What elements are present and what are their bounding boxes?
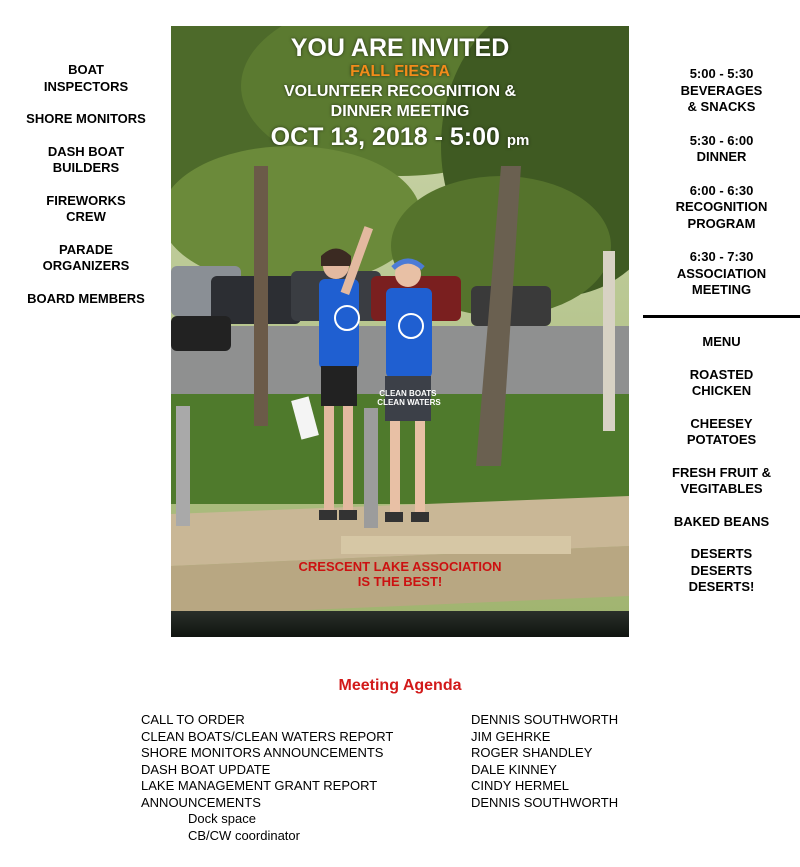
shirt-text	[377, 389, 441, 407]
event-photo	[171, 26, 629, 637]
agenda-subitem: Dock space	[188, 811, 256, 826]
agenda-presenters	[471, 712, 618, 811]
menu-item: FRESH FRUIT & VEGITABLES	[672, 464, 771, 496]
section-divider	[643, 315, 800, 318]
agenda-presenter: ROGER SHANDLEY	[471, 745, 593, 760]
menu-item: BAKED BEANS	[673, 513, 770, 529]
agenda-presenter: DENNIS SOUTHWORTH	[471, 712, 619, 727]
volunteer-group: DASH BOAT BUILDERS	[47, 143, 125, 175]
invitation-title: YOU ARE INVITED	[290, 34, 510, 62]
menu-item: CHEESEY POTATOES	[686, 415, 757, 447]
schedule-item: 6:00 - 6:30 RECOGNITION PROGRAM	[675, 182, 768, 231]
agenda-item: SHORE MONITORS ANNOUNCEMENTS	[141, 745, 384, 760]
agenda-title: Meeting Agenda	[338, 677, 462, 694]
volunteer-groups-list	[0, 62, 172, 323]
agenda-item: CLEAN BOATS/CLEAN WATERS REPORT	[141, 728, 394, 744]
volunteer-group: BOAT INSPECTORS	[43, 62, 129, 94]
agenda-presenter: DENNIS SOUTHWORTH	[471, 794, 619, 810]
event-time-suffix: pm	[506, 132, 530, 149]
agenda-item: LAKE MANAGEMENT GRANT REPORT	[141, 778, 378, 793]
event-subtitle-line1: VOLUNTEER RECOGNITION &	[283, 83, 516, 100]
schedule-item: 5:00 - 5:30 BEVERAGES & SNACKS	[680, 66, 763, 114]
menu-item: DESERTS DESERTS DESERTS!	[688, 546, 755, 594]
menu-list	[643, 334, 800, 612]
schedule-list	[643, 66, 800, 316]
volunteer-group: FIREWORKS CREW	[46, 192, 126, 224]
agenda-subitem: CB/CW coordinator	[188, 827, 300, 843]
event-date	[171, 122, 629, 156]
menu-heading: MENU	[702, 334, 741, 349]
agenda-item: ANNOUNCEMENTS	[141, 794, 261, 810]
agenda-presenter: DALE KINNEY	[471, 761, 557, 777]
agenda-items	[141, 712, 393, 844]
schedule-item: 5:30 - 6:00 DINNER	[689, 132, 754, 164]
agenda-item: DASH BOAT UPDATE	[141, 761, 271, 777]
shirt-text-line: CLEAN WATERS	[377, 398, 441, 407]
event-name: FALL FIESTA	[350, 63, 450, 80]
event-subtitle-line2: DINNER MEETING	[330, 103, 470, 120]
shirt-text-line: CLEAN BOATS	[379, 389, 437, 398]
event-date-text: OCT 13, 2018 - 5:00	[270, 123, 500, 151]
agenda-presenter: JIM GEHRKE	[471, 728, 551, 744]
menu-item: ROASTED CHICKEN	[689, 366, 754, 398]
volunteer-group: PARADE ORGANIZERS	[42, 241, 130, 273]
schedule-item: 6:30 - 7:30 ASSOCIATION MEETING	[676, 249, 767, 297]
invitation-heading	[171, 34, 629, 156]
volunteer-group: BOARD MEMBERS	[27, 290, 145, 306]
agenda-presenter: CINDY HERMEL	[471, 778, 570, 793]
volunteer-group: SHORE MONITORS	[26, 111, 146, 126]
agenda-item: CALL TO ORDER	[141, 712, 245, 727]
association-slogan: CRESCENT LAKE ASSOCIATION IS THE BEST!	[298, 559, 502, 589]
